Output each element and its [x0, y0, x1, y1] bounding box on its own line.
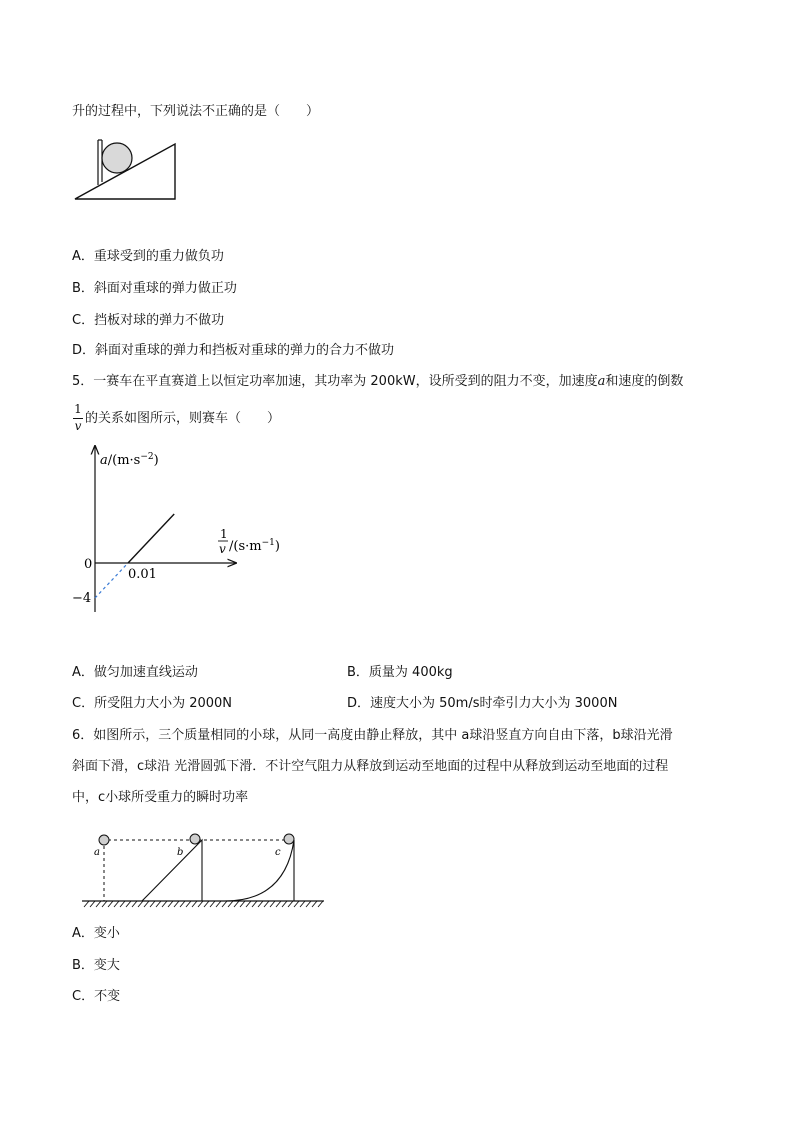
- hatch-mark: [174, 901, 179, 907]
- heavy-ball: [102, 143, 132, 173]
- hatch-mark: [126, 901, 131, 907]
- q6-stem-line3: 中，c小球所受重力的瞬时功率: [72, 790, 249, 805]
- hatch-mark: [312, 901, 317, 907]
- hatch-mark: [294, 901, 299, 907]
- y-axis-label: $a/(m\cdot s^{-2})$: [100, 452, 159, 468]
- q5-frac-den: v: [74, 419, 82, 433]
- q4-option-a: A．重球受到的重力做负功: [72, 249, 224, 264]
- hatch-mark: [318, 901, 323, 907]
- hatch-mark: [198, 901, 203, 907]
- hatch-mark: [288, 901, 293, 907]
- ball-b: [190, 834, 200, 844]
- q6-figure: [80, 830, 330, 910]
- x-label-num: 1: [220, 527, 228, 541]
- q5-option-d: D．速度大小为 50m/s时牵引力大小为 3000N: [347, 696, 618, 711]
- q5-stem-line1: 5．一赛车在平直赛道上以恒定功率加速，其功率为 200kW，设所受到的阻力不变，加速度a和速度的倒数: [72, 374, 684, 389]
- hatch-mark: [270, 901, 275, 907]
- hatch-mark: [252, 901, 257, 907]
- hatch-mark: [144, 901, 149, 907]
- q5-stem-line2: 的关系如图所示，则赛车（ ）: [85, 411, 281, 426]
- q6-stem-line2: 斜面下滑，c球沿 光滑圆弧下滑．不计空气阻力从释放到运动至地面的过程中从释放到运动至地面的过程: [72, 759, 669, 774]
- hatch-mark: [108, 901, 113, 907]
- hatch-mark: [114, 901, 119, 907]
- hatch-mark: [138, 901, 143, 907]
- incline-b: [142, 840, 202, 901]
- q5-option-b: B．质量为 400kg: [347, 665, 453, 680]
- hatch-mark: [162, 901, 167, 907]
- hatch-mark: [120, 901, 125, 907]
- y-tick-label: −4: [72, 591, 92, 606]
- hatch-mark: [276, 901, 281, 907]
- hatch-mark: [186, 901, 191, 907]
- hatch-mark: [300, 901, 305, 907]
- q6-option-b: B．变大: [72, 958, 120, 973]
- ball-c-label: c: [275, 847, 281, 858]
- hatch-mark: [192, 901, 197, 907]
- q4-option-c: C．挡板对球的弹力不做功: [72, 313, 225, 328]
- hatch-mark: [222, 901, 227, 907]
- q5-frac-num: 1: [74, 402, 82, 416]
- q5-graph: [70, 440, 290, 630]
- q5-option-c: C．所受阻力大小为 2000N: [72, 696, 233, 711]
- hatch-mark: [132, 901, 137, 907]
- ball-a: [99, 835, 109, 845]
- hatch-mark: [210, 901, 215, 907]
- hatch-mark: [234, 901, 239, 907]
- hatch-mark: [216, 901, 221, 907]
- hatch-mark: [258, 901, 263, 907]
- hatch-mark: [264, 901, 269, 907]
- hatch-mark: [246, 901, 251, 907]
- ball-b-label: b: [177, 847, 184, 858]
- hatch-mark: [96, 901, 101, 907]
- hatch-mark: [180, 901, 185, 907]
- series-line-solid: [128, 514, 174, 563]
- hatch-mark: [156, 901, 161, 907]
- q4-option-b: B．斜面对重球的弹力做正功: [72, 281, 237, 296]
- origin-label: 0: [84, 557, 93, 572]
- x-axis-label: $/(s\cdot m^{-1})$: [229, 538, 280, 554]
- q6-stem-line1: 6．如图所示，三个质量相同的小球，从同一高度由静止释放，其中 a球沿竖直方向自由下落，b球沿光滑: [72, 728, 673, 743]
- q6-option-c: C．不变: [72, 989, 121, 1004]
- q4-stem-tail: 升的过程中，下列说法不正确的是（ ）: [72, 104, 320, 119]
- q4-option-d: D．斜面对重球的弹力和挡板对重球的弹力的合力不做功: [72, 343, 395, 358]
- hatch-mark: [204, 901, 209, 907]
- hatch-mark: [102, 901, 107, 907]
- x-tick-label: 0.01: [128, 567, 157, 582]
- hatch-mark: [240, 901, 245, 907]
- q5-option-a: A．做匀加速直线运动: [72, 665, 198, 680]
- ball-c: [284, 834, 294, 844]
- q6-option-a: A．变小: [72, 926, 120, 941]
- hatch-mark: [90, 901, 95, 907]
- ground-hatching: [84, 901, 323, 907]
- hatch-mark: [228, 901, 233, 907]
- series-line-dashed: [95, 563, 128, 598]
- x-label-den: v: [219, 542, 226, 556]
- hatch-mark: [150, 901, 155, 907]
- hatch-mark: [306, 901, 311, 907]
- hatch-mark: [84, 901, 89, 907]
- arc-track-c: [225, 840, 294, 901]
- hatch-mark: [282, 901, 287, 907]
- q4-figure: [72, 138, 182, 203]
- ball-a-label: a: [94, 847, 100, 858]
- hatch-mark: [168, 901, 173, 907]
